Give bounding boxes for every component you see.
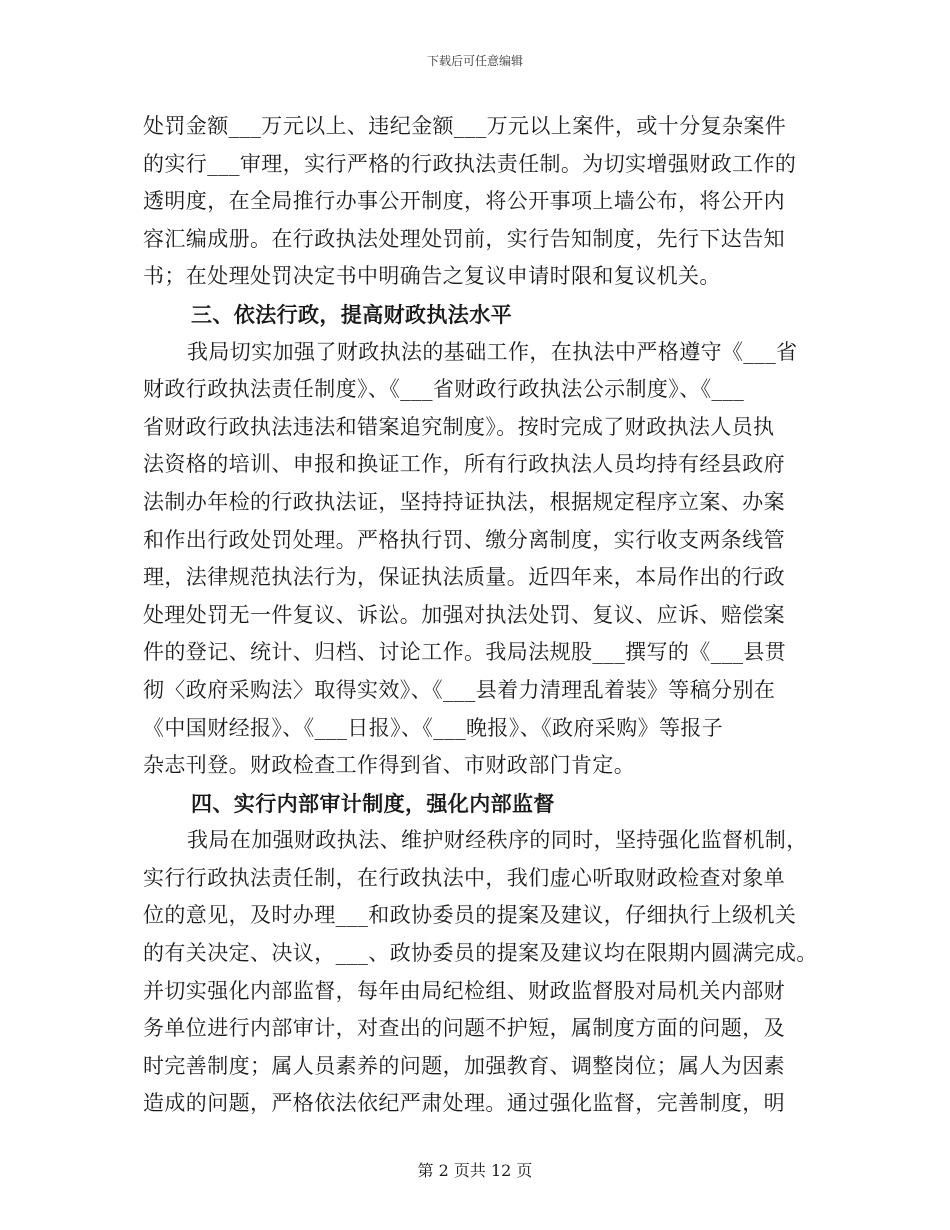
paragraph-line: 法资格的培训、申报和换证工作，所有行政执法人员均持有经县政府 [143,452,785,477]
paragraph-line: 财政行政执法责任制度》、《___省财政行政执法公示制度》、《___ [143,377,745,402]
paragraph-line: 理，法律规范执法行为，保证执法质量。近四年来，本局作出的行政 [143,565,785,590]
section-heading: 四、实行内部审计制度，强化内部监督 [191,790,555,816]
paragraph-line: 时完善制度；属人员素养的问题，加强教育、调整岗位；属人为因素 [143,1053,785,1078]
paragraph-line: 并切实强化内部监督，每年由局纪检组、财政监督股对局机关内部财 [143,978,785,1003]
paragraph-line: 和作出行政处罚处理。严格执行罚、缴分离制度，实行收支两条线管 [143,527,785,552]
paragraph-line: 的有关决定、决议，___、政协委员的提案及建议均在限期内圆满完成。 [143,941,818,966]
paragraph-line: 省财政行政执法违法和错案追究制度》。按时完成了财政执法人员执 [143,414,775,439]
paragraph-line: 的实行___审理，实行严格的行政执法责任制。为切实增强财政工作的 [143,151,797,176]
document-body [143,108,823,1123]
paragraph-line: 处理处罚无一件复议、诉讼。加强对执法处罚、复议、应诉、赔偿案 [143,602,785,627]
paragraph-line: 杂志刊登。财政检查工作得到省、市财政部门肯定。 [143,753,636,778]
paragraph-line: 《中国财经报》、《___日报》、《___晚报》、《政府采购》等报子 [143,715,724,740]
page-header: 下载后可任意编辑 [426,54,523,68]
paragraph-line: 我局切实加强了财政执法的基础工作，在执法中严格遵守《___省 [187,339,798,364]
paragraph-line: 实行行政执法责任制，在行政执法中，我们虚心听取财政检查对象单 [143,865,785,890]
section-heading: 三、依法行政，提高财政执法水平 [191,301,512,327]
paragraph-line: 书；在处理处罚决定书中明确告之复议申请时限和复议机关。 [143,264,721,289]
paragraph-line: 彻〈政府采购法〉取得实效》、《___县着力清理乱着装》等稿分别在 [143,677,776,702]
paragraph-line: 件的登记、统计、归档、讨论工作。我局法规股___撰写的《___县贯 [143,640,787,665]
paragraph-line: 造成的问题，严格依法依纪严肃处理。通过强化监督，完善制度，明 [143,1091,785,1116]
paragraph-line: 法制办年检的行政执法证，坚持持证执法，根据规定程序立案、办案 [143,489,785,514]
paragraph-line: 容汇编成册。在行政执法处理处罚前，实行告知制度，先行下达告知 [143,226,785,251]
paragraph-line: 位的意见，及时办理___和政协委员的提案及建议，仔细执行上级机关 [143,903,797,928]
paragraph-line: 务单位进行内部审计，对查出的问题不护短，属制度方面的问题，及 [143,1016,785,1041]
paragraph-line: 处罚金额___万元以上、违纪金额___万元以上案件，或十分复杂案件 [143,114,787,138]
paragraph-line: 我局在加强财政执法、维护财经秩序的同时，坚持强化监督机制， [187,828,808,853]
paragraph-line: 透明度，在全局推行办事公开制度，将公开事项上墙公布，将公开内 [143,189,785,214]
page-number: 第 2 页共 12 页 [417,1161,533,1180]
